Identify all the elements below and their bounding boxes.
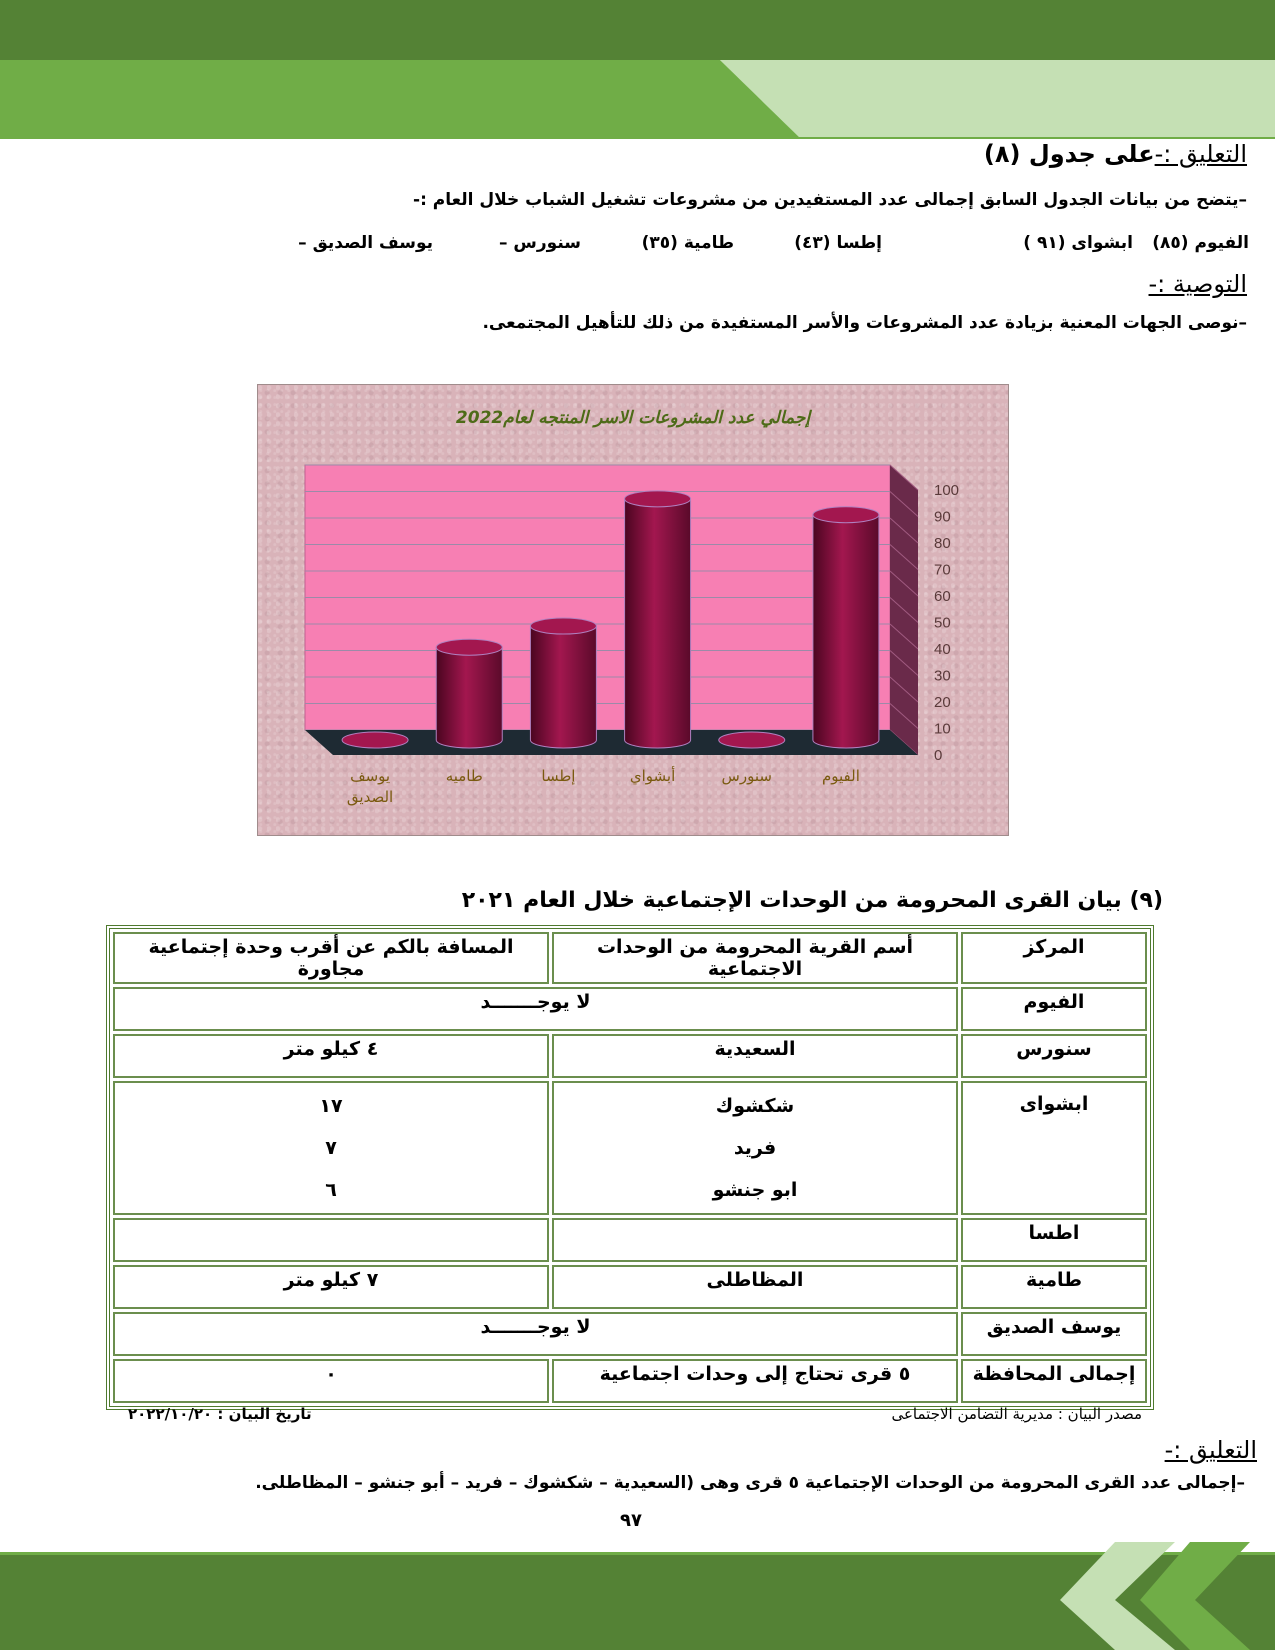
comment-heading-label: التعليق :- xyxy=(1154,140,1247,168)
y-tick-label: 70 xyxy=(934,561,951,579)
x-tick-label: طاميه xyxy=(445,767,483,785)
village-distance: ١٧ xyxy=(319,1095,343,1117)
cell-distance: ٧ كيلو متر xyxy=(113,1265,549,1309)
bar xyxy=(436,647,502,748)
table-row xyxy=(113,1218,1147,1262)
table-row xyxy=(113,1265,1147,1309)
bar xyxy=(625,499,691,748)
cell-village: السعيدية xyxy=(552,1034,958,1078)
comment-intro: –يتضح من بيانات الجدول السابق إجمالى عدد المستفيدين من مشروعات تشغيل الشباب خلال العام :- xyxy=(413,190,1247,210)
stat-fayoum: الفيوم (٨٥) xyxy=(1152,233,1249,253)
cell-center-text: ابشواى xyxy=(1019,1093,1089,1115)
cell-center: طامية xyxy=(961,1265,1147,1309)
comment2-heading-label: التعليق :- xyxy=(1164,1436,1257,1464)
cell-village: المظاطلى xyxy=(552,1265,958,1309)
comment2-text: –إجمالى عدد القرى المحرومة من الوحدات الإجتماعية ٥ قرى وهى (السعيدية – شكشوك – فريد – أبو جنشو – المظاطلى. xyxy=(255,1473,1245,1493)
bar xyxy=(719,732,785,748)
cell-village xyxy=(552,1081,958,1215)
deprived-villages-table xyxy=(106,925,1154,1410)
y-tick-label: 30 xyxy=(934,667,951,685)
x-tick-label: أبشواي xyxy=(629,767,676,785)
village-name: فريد xyxy=(733,1137,777,1159)
y-tick-label: 50 xyxy=(934,614,951,632)
table-row-total xyxy=(113,1359,1147,1403)
recommendation-text: –نوصى الجهات المعنية بزيادة عدد المشروعات والأسر المستفيدة من ذلك للتأهيل المجتمعى. xyxy=(482,313,1247,333)
cell-center: سنورس xyxy=(961,1034,1147,1078)
village-name: شكشوك xyxy=(715,1095,795,1117)
header-village: أسم القرية المحرومة من الوحدات الاجتماعية xyxy=(552,932,958,984)
bar-top xyxy=(625,491,691,507)
cell-village: ٥ قرى تحتاج إلى وحدات اجتماعية xyxy=(552,1359,958,1403)
recommendation-heading-label: التوصية :- xyxy=(1148,270,1247,298)
bar-chart xyxy=(258,385,1008,835)
village-distance: ٦ xyxy=(325,1179,337,1201)
bar-top xyxy=(530,618,596,634)
cell-distance xyxy=(113,1218,549,1262)
y-tick-label: 20 xyxy=(934,694,951,711)
table-row xyxy=(113,1081,1147,1215)
x-tick-label: إطسا xyxy=(541,767,576,785)
y-tick-label: 90 xyxy=(934,508,951,526)
y-tick-label: 80 xyxy=(934,535,951,552)
recommendation-heading xyxy=(1149,270,1247,298)
cell-none: لا يوجـــــــد xyxy=(113,987,958,1031)
table-row xyxy=(113,987,1147,1031)
header-center: المركز xyxy=(961,932,1147,984)
cell-none: لا يوجـــــــد xyxy=(113,1312,958,1356)
x-tick-label: سنورس xyxy=(721,767,772,785)
stat-itsa: إطسا (٤٣) xyxy=(794,233,882,253)
y-tick-label: 100 xyxy=(934,482,960,499)
comment-heading xyxy=(984,140,1247,168)
y-tick-label: 0 xyxy=(934,747,943,764)
page-number: ٩٧ xyxy=(620,1510,642,1531)
data-source: مصدر البيان : مديرية التضامن الاجتماعى xyxy=(891,1405,1142,1423)
bar-top xyxy=(436,639,502,655)
header-distance: المسافة بالكم عن أقرب وحدة إجتماعية مجاورة xyxy=(113,932,549,984)
cell-center xyxy=(961,1081,1147,1215)
table-header-row xyxy=(113,932,1147,984)
village-name: ابو جنشو xyxy=(712,1179,798,1201)
bar xyxy=(342,732,408,748)
bar-top xyxy=(813,507,879,523)
x-tick-label: الصديق xyxy=(346,788,394,806)
stat-ibshaway: ابشواى (٩١ ) xyxy=(1023,233,1133,253)
comment-heading-table-ref: على جدول (٨) xyxy=(983,140,1155,168)
y-tick-label: 60 xyxy=(934,588,951,605)
cell-distance: ٠ xyxy=(113,1359,549,1403)
cell-center: يوسف الصديق xyxy=(961,1312,1147,1356)
comment2-heading xyxy=(1165,1436,1257,1464)
cell-center: إجمالى المحافظة xyxy=(961,1359,1147,1403)
section9-title: (٩) بيان القرى المحرومة من الوحدات الإجتماعية خلال العام ٢٠٢١ xyxy=(461,888,1163,913)
stat-yousef: يوسف الصديق – xyxy=(298,233,433,253)
bar xyxy=(530,626,596,748)
table-row xyxy=(113,1034,1147,1078)
y-tick-label: 10 xyxy=(934,720,951,738)
y-tick-label: 40 xyxy=(934,641,951,658)
chart-title: إجمالي عدد المشروعات الاسر المنتجه لعام2022 xyxy=(455,408,811,428)
stat-tamiya: طامية (٣٥) xyxy=(641,233,734,253)
cell-village xyxy=(552,1218,958,1262)
cell-center: اطسا xyxy=(961,1218,1147,1262)
x-tick-label: يوسف xyxy=(350,767,391,785)
stat-sinnuris: سنورس – xyxy=(499,233,581,253)
cell-distance xyxy=(113,1081,549,1215)
x-tick-label: الفيوم xyxy=(821,767,860,785)
footer-banner xyxy=(0,1532,1275,1650)
cell-distance: ٤ كيلو متر xyxy=(113,1034,549,1078)
cell-center: الفيوم xyxy=(961,987,1147,1031)
table-row xyxy=(113,1312,1147,1356)
village-distance: ٧ xyxy=(325,1137,337,1159)
data-date: تاريخ البيان : ٢٠٢٢/١٠/٢٠ xyxy=(128,1405,312,1423)
header-banner xyxy=(0,0,1275,140)
chart-container xyxy=(257,384,1009,836)
bar xyxy=(813,515,879,748)
